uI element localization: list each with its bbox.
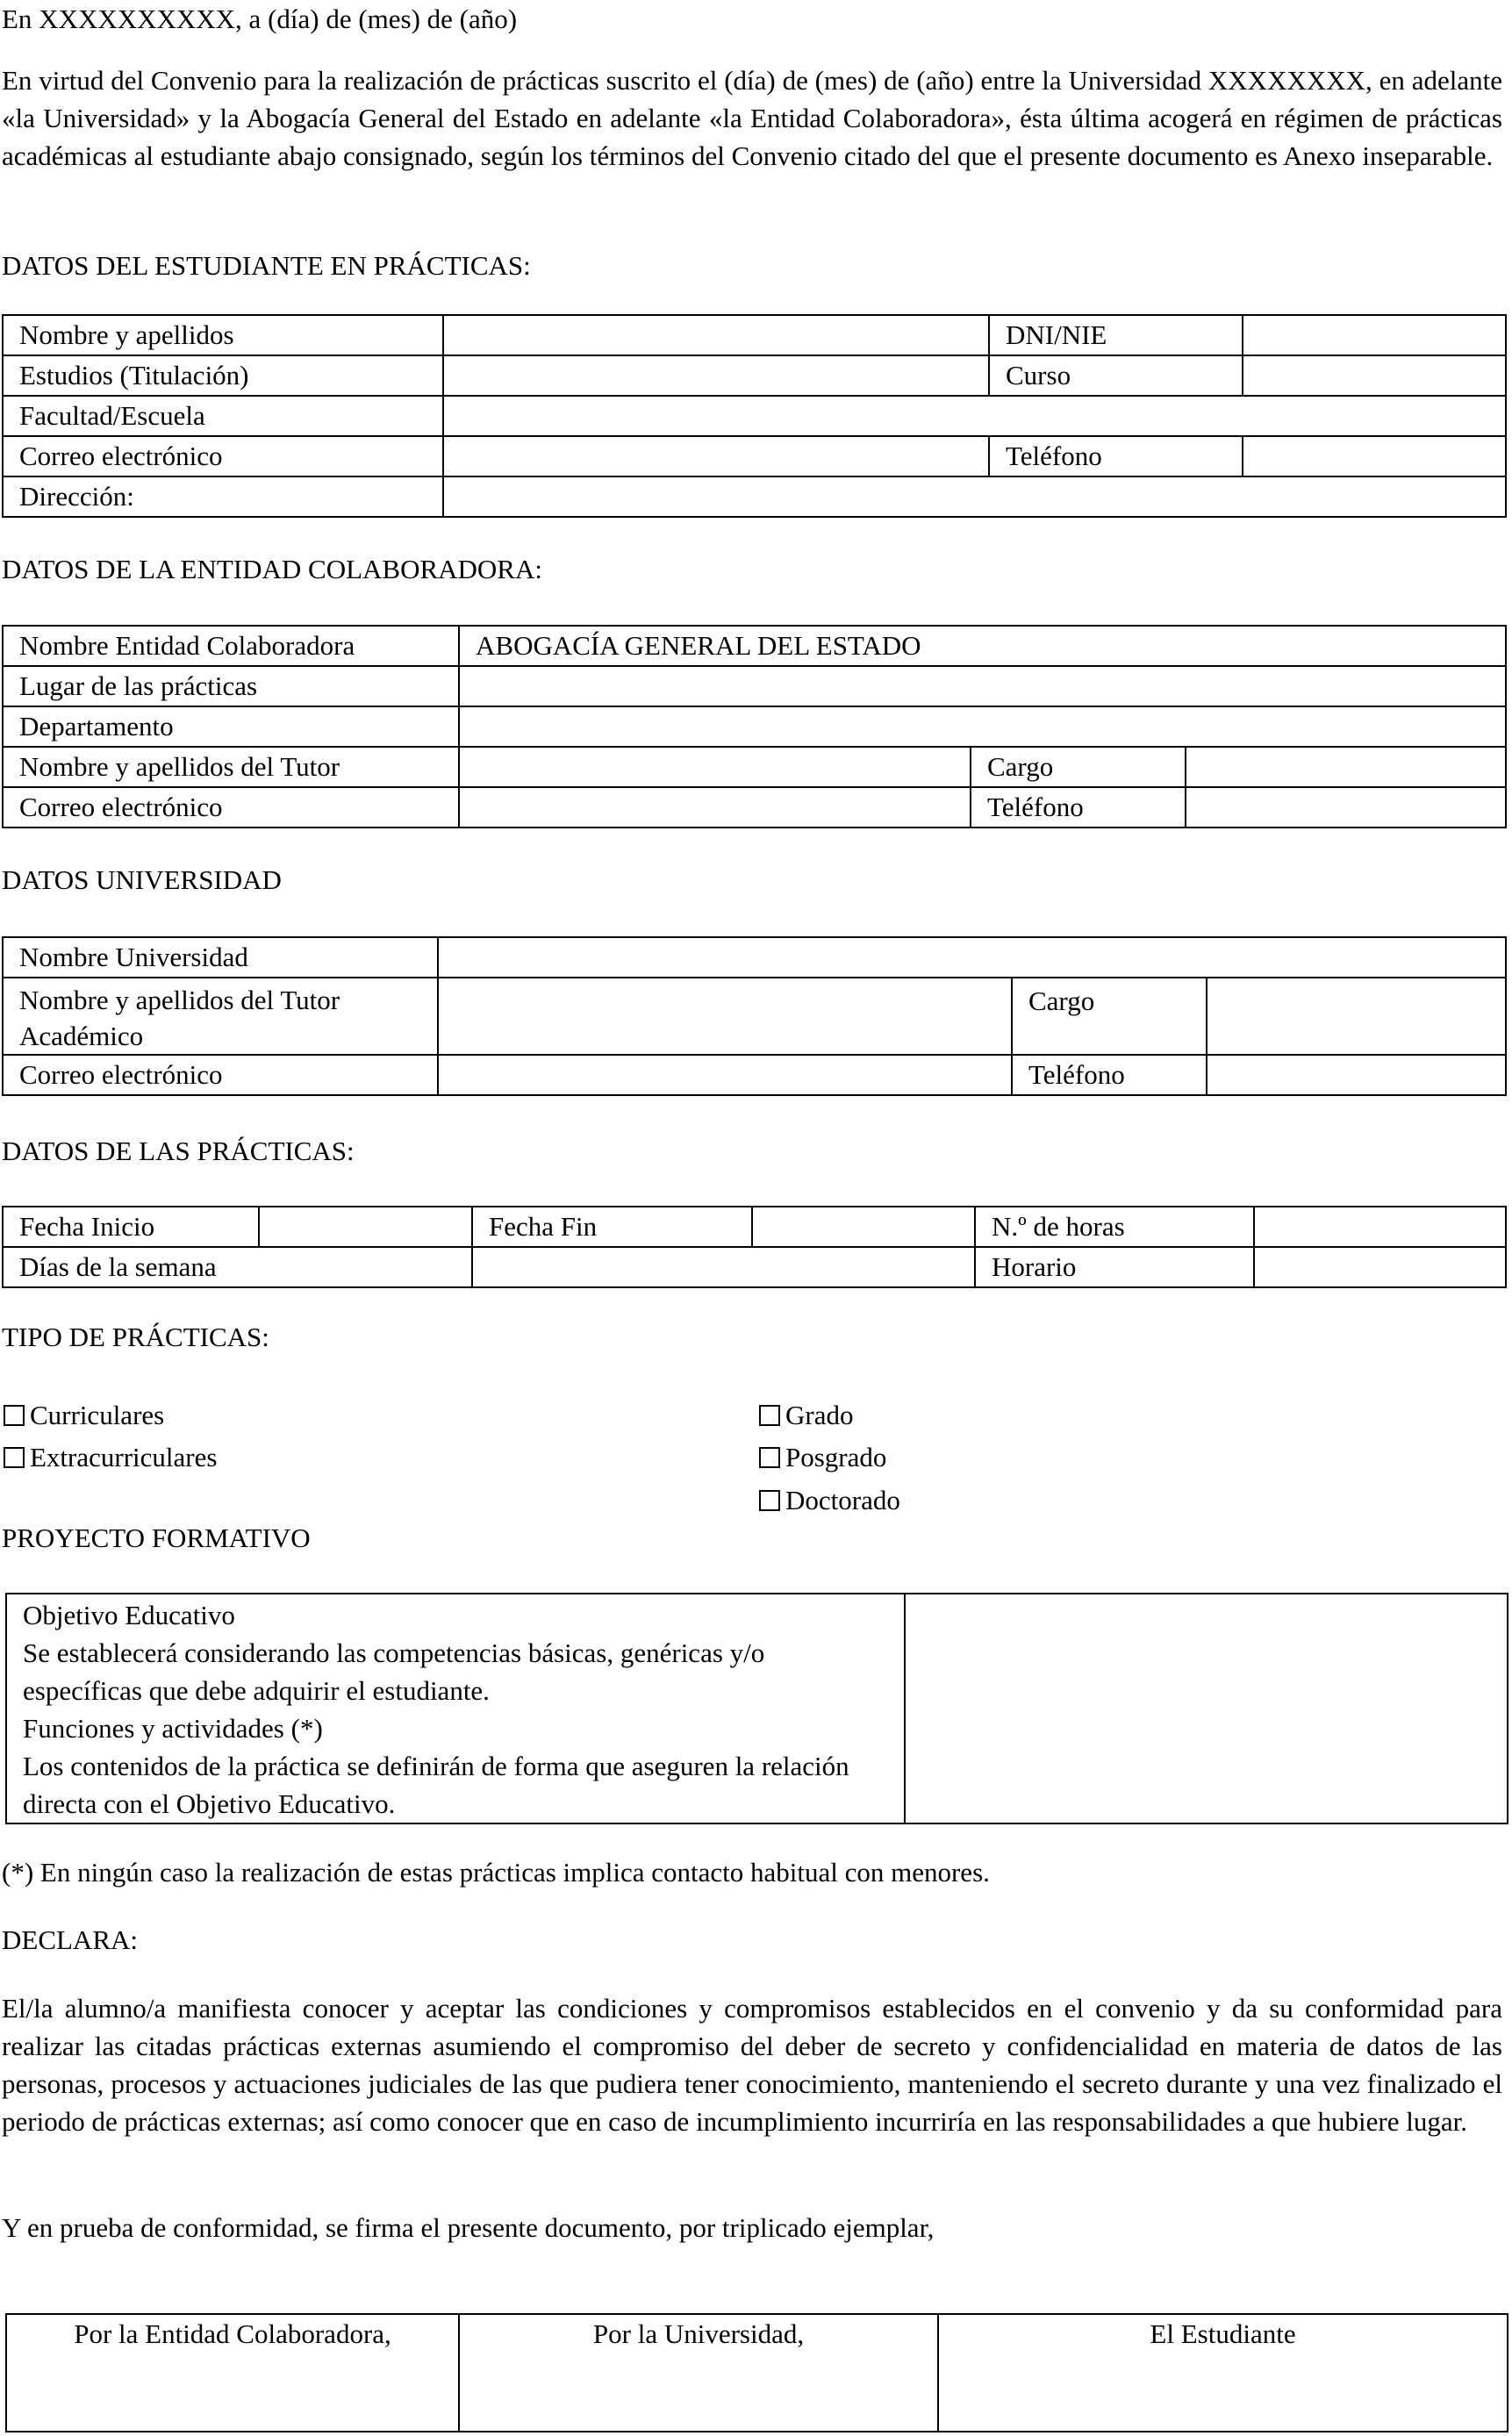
entity-email-field[interactable] bbox=[459, 787, 971, 828]
functions-text: Los contenidos de la práctica se definirán de forma que aseguren la relación directa con el Objetivo Educativo. bbox=[23, 1751, 849, 1819]
checkbox-box[interactable] bbox=[759, 1447, 780, 1468]
entity-department-label: Departamento bbox=[3, 706, 459, 747]
signature-entity-label: Por la Entidad Colaboradora, bbox=[74, 2318, 391, 2349]
checkbox-box[interactable] bbox=[759, 1490, 780, 1511]
entity-data-table bbox=[2, 625, 1507, 828]
student-course-field[interactable] bbox=[1243, 355, 1506, 396]
intro-paragraph: En virtud del Convenio para la realización de prácticas suscrito el (día) de (mes) de (año) entre la Universidad XXXXXXXX, en adelante «la Universidad» y la Abogacía General del Estado en adelante «la Entidad Colaboradora», ésta última acogerá en régimen de prácticas académicas al estudiante abajo consignado, según los términos del Convenio citado del que el presente documento es Anexo inseparable. bbox=[2, 65, 1502, 171]
grado-label: Grado bbox=[785, 1400, 854, 1430]
types-section-heading: TIPO DE PRÁCTICAS: bbox=[2, 1322, 269, 1352]
university-position-field[interactable] bbox=[1207, 978, 1506, 1055]
signature-entity-cell[interactable] bbox=[6, 2314, 459, 2432]
student-data-table bbox=[2, 314, 1507, 518]
internship-start-label: Fecha Inicio bbox=[3, 1207, 259, 1247]
university-section-heading: DATOS UNIVERSIDAD bbox=[2, 864, 282, 895]
checkbox-box[interactable] bbox=[4, 1405, 25, 1426]
curriculares-checkbox[interactable] bbox=[4, 1396, 164, 1434]
internship-section-heading: DATOS DE LAS PRÁCTICAS: bbox=[2, 1136, 355, 1166]
entity-phone-field[interactable] bbox=[1186, 787, 1506, 828]
footnote: (*) En ningún caso la realización de estas prácticas implica contacto habitual con menores. bbox=[2, 1857, 990, 1888]
student-email-field[interactable] bbox=[443, 436, 989, 476]
student-name-field[interactable] bbox=[443, 315, 989, 355]
entity-email-label: Correo electrónico bbox=[3, 787, 459, 828]
doctorado-checkbox[interactable] bbox=[759, 1481, 900, 1519]
entity-tutor-label: Nombre y apellidos del Tutor bbox=[3, 747, 459, 787]
signature-table bbox=[5, 2313, 1508, 2432]
entity-position-field[interactable] bbox=[1186, 747, 1506, 787]
entity-phone-label: Teléfono bbox=[971, 787, 1186, 828]
internship-schedule-label: Horario bbox=[975, 1247, 1254, 1287]
signature-university-label: Por la Universidad, bbox=[592, 2318, 805, 2349]
signature-student-cell[interactable] bbox=[938, 2314, 1508, 2432]
entity-place-field[interactable] bbox=[459, 666, 1506, 706]
student-name-label: Nombre y apellidos bbox=[3, 315, 443, 355]
student-studies-field[interactable] bbox=[443, 355, 989, 396]
internship-hours-field[interactable] bbox=[1254, 1207, 1506, 1247]
checkbox-box[interactable] bbox=[759, 1405, 780, 1426]
student-phone-field[interactable] bbox=[1243, 436, 1506, 476]
entity-place-label: Lugar de las prácticas bbox=[3, 666, 459, 706]
curriculares-label: Curriculares bbox=[30, 1400, 165, 1430]
project-section-heading: PROYECTO FORMATIVO bbox=[2, 1522, 311, 1553]
student-dni-field[interactable] bbox=[1243, 315, 1506, 355]
internship-days-field[interactable] bbox=[472, 1247, 975, 1287]
header-line: En XXXXXXXXXX, a (día) de (mes) de (año) bbox=[2, 4, 518, 34]
entity-position-label: Cargo bbox=[971, 747, 1186, 787]
posgrado-label: Posgrado bbox=[785, 1442, 887, 1472]
university-phone-field[interactable] bbox=[1207, 1055, 1506, 1095]
doctorado-label: Doctorado bbox=[785, 1485, 900, 1515]
checkbox-box[interactable] bbox=[4, 1447, 25, 1468]
internship-start-field[interactable] bbox=[259, 1207, 472, 1247]
student-studies-label: Estudios (Titulación) bbox=[3, 355, 443, 396]
extracurriculares-checkbox[interactable] bbox=[4, 1438, 217, 1476]
internship-end-field[interactable] bbox=[752, 1207, 975, 1247]
functions-title: Funciones y actividades (*) bbox=[23, 1713, 323, 1744]
student-course-label: Curso bbox=[989, 355, 1243, 396]
objective-text: Se establecerá considerando las competencias básicas, genéricas y/o específicas que debe adquirir el estudiante. bbox=[23, 1637, 765, 1706]
declara-heading: DECLARA: bbox=[2, 1924, 138, 1955]
university-email-label: Correo electrónico bbox=[3, 1055, 438, 1095]
university-tutor-label: Nombre y apellidos del Tutor Académico bbox=[3, 978, 438, 1055]
student-faculty-label: Facultad/Escuela bbox=[3, 396, 443, 436]
project-description-cell bbox=[6, 1594, 905, 1823]
entity-section-heading: DATOS DE LA ENTIDAD COLABORADORA: bbox=[2, 554, 542, 584]
university-phone-label: Teléfono bbox=[1012, 1055, 1207, 1095]
project-table bbox=[5, 1593, 1508, 1824]
student-dni-label: DNI/NIE bbox=[989, 315, 1243, 355]
internship-end-label: Fecha Fin bbox=[472, 1207, 752, 1247]
university-name-label: Nombre Universidad bbox=[3, 937, 438, 978]
objective-title: Objetivo Educativo bbox=[23, 1600, 235, 1630]
student-address-label: Dirección: bbox=[3, 476, 443, 517]
internship-schedule-field[interactable] bbox=[1254, 1247, 1506, 1287]
student-phone-label: Teléfono bbox=[989, 436, 1243, 476]
signature-student-label: El Estudiante bbox=[1150, 2318, 1296, 2349]
closing-line: Y en prueba de conformidad, se firma el presente documento, por triplicado ejemplar, bbox=[2, 2212, 935, 2243]
signature-university-cell[interactable] bbox=[459, 2314, 938, 2432]
university-data-table bbox=[2, 936, 1507, 1096]
university-tutor-field[interactable] bbox=[438, 978, 1012, 1055]
entity-name-label: Nombre Entidad Colaboradora bbox=[3, 626, 459, 666]
extracurriculares-label: Extracurriculares bbox=[30, 1442, 218, 1472]
internship-hours-label: N.º de horas bbox=[975, 1207, 1254, 1247]
student-email-label: Correo electrónico bbox=[3, 436, 443, 476]
student-faculty-field[interactable] bbox=[443, 396, 1506, 436]
student-address-field[interactable] bbox=[443, 476, 1506, 517]
grado-checkbox[interactable] bbox=[759, 1396, 853, 1434]
posgrado-checkbox[interactable] bbox=[759, 1438, 886, 1476]
student-section-heading: DATOS DEL ESTUDIANTE EN PRÁCTICAS: bbox=[2, 250, 531, 281]
entity-tutor-field[interactable] bbox=[459, 747, 971, 787]
entity-department-field[interactable] bbox=[459, 706, 1506, 747]
university-name-field[interactable] bbox=[438, 937, 1506, 978]
university-position-label: Cargo bbox=[1012, 978, 1207, 1055]
entity-name-value: ABOGACÍA GENERAL DEL ESTADO bbox=[459, 626, 1506, 666]
project-content-field[interactable] bbox=[905, 1594, 1508, 1823]
university-email-field[interactable] bbox=[438, 1055, 1012, 1095]
internship-days-label: Días de la semana bbox=[3, 1247, 472, 1287]
declara-paragraph: El/la alumno/a manifiesta conocer y aceptar las condiciones y compromisos establecidos en el convenio y da su conformidad para realizar las citadas prácticas externas asumiendo el compromiso del deber de secreto y confidencialidad en materia de datos de las personas, procesos y actuaciones judiciales de las que pudiera tener conocimiento, manteniendo el secreto durante y una vez finalizado el periodo de prácticas externas; así como conocer que en caso de incumplimiento incurriría en las responsabilidades a que hubiere lugar. bbox=[2, 1993, 1502, 2137]
internship-data-table bbox=[2, 1206, 1507, 1288]
